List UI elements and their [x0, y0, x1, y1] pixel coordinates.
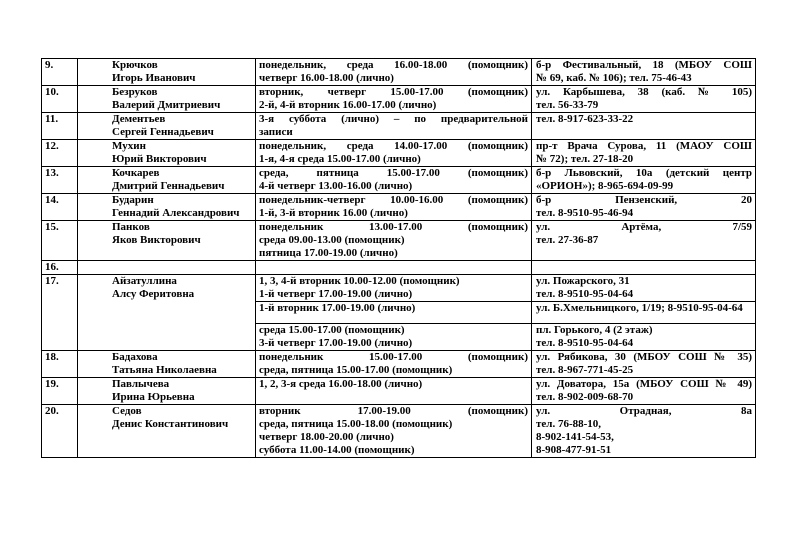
reception-address-line: тел. 8-902-009-68-70: [536, 391, 634, 403]
reception-hours: [256, 261, 532, 275]
reception-hours-line: вторник 17.00-19.00 (помощник): [259, 405, 528, 417]
reception-hours-line: суббота 11.00-14.00 (помощник): [259, 444, 415, 456]
row-number: 11.: [42, 113, 78, 140]
deputy-name-line: Алсу Феритовна: [112, 288, 195, 300]
reception-hours: [256, 221, 532, 261]
reception-hours: [256, 167, 532, 194]
reception-hours-line: среда, пятница 15.00-17.00 (помощник): [259, 364, 453, 376]
reception-address-line: б-р Львовский, 10а (детский центр: [536, 167, 752, 179]
reception-hours-line: среда 09.00-13.00 (помощник): [259, 234, 405, 246]
reception-hours: [256, 302, 532, 324]
deputy-name-line: Денис Константинович: [112, 418, 229, 430]
deputy-name: [78, 59, 256, 86]
table-row: [42, 194, 756, 221]
reception-hours: [256, 140, 532, 167]
row-number: 13.: [42, 167, 78, 194]
reception-address-line: пр-т Врача Сурова, 11 (МАОУ СОШ: [536, 140, 752, 152]
reception-hours-line: понедельник 13.00-17.00 (помощник): [259, 221, 528, 233]
reception-address: [532, 351, 756, 378]
deputies-reception-table: [41, 58, 756, 458]
deputy-name-line: Айзатуллина: [112, 275, 177, 287]
deputy-name-line: Татьяна Николаевна: [112, 364, 217, 376]
reception-address: [532, 140, 756, 167]
reception-address-line: тел. 56-33-79: [536, 99, 599, 111]
deputy-name-line: Геннадий Александрович: [112, 207, 240, 219]
reception-address: [532, 261, 756, 275]
reception-address-line: б-р Фестивальный, 18 (МБОУ СОШ: [536, 59, 752, 71]
reception-address-line: тел. 76-88-10,: [536, 418, 602, 430]
reception-address-line: тел. 8-917-623-33-22: [536, 113, 634, 125]
deputy-name: [78, 405, 256, 458]
deputy-name-line: Панков: [112, 221, 150, 233]
deputy-name: [78, 86, 256, 113]
reception-address: [532, 113, 756, 140]
table-row: [42, 140, 756, 167]
reception-address-line: ул. Доватора, 15а (МБОУ СОШ № 49): [536, 378, 752, 390]
table-row: [42, 59, 756, 86]
reception-address-line: 8-908-477-91-51: [536, 444, 612, 456]
deputy-name: [78, 275, 256, 351]
reception-hours-line: среда, пятница 15.00-17.00 (помощник): [259, 167, 528, 179]
reception-hours-line: понедельник 15.00-17.00 (помощник): [259, 351, 528, 363]
deputy-name-line: Мухин: [112, 140, 146, 152]
reception-address: [532, 324, 756, 351]
table-body: [42, 59, 756, 458]
reception-hours-line: 1, 3, 4-й вторник 10.00-12.00 (помощник): [259, 275, 460, 287]
row-number: 20.: [42, 405, 78, 458]
deputy-name-line: Юрий Викторович: [112, 153, 207, 165]
reception-address-line: ул. Отрадная, 8а: [536, 405, 752, 417]
reception-address-line: тел. 8-9510-95-46-94: [536, 207, 634, 219]
reception-address: [532, 221, 756, 261]
table-row: [42, 405, 756, 458]
document-page: [41, 58, 755, 458]
reception-hours-line: четверг 18.00-20.00 (лично): [259, 431, 394, 443]
deputy-name-line: Бадахова: [112, 351, 158, 363]
reception-address-line: тел. 8-9510-95-04-64: [536, 288, 634, 300]
reception-address-line: ул. Артёма, 7/59: [536, 221, 752, 233]
row-number: 9.: [42, 59, 78, 86]
table-row: [42, 167, 756, 194]
reception-hours-line: 3-й четверг 17.00-19.00 (лично): [259, 337, 413, 349]
reception-address: [532, 275, 756, 302]
reception-hours: [256, 113, 532, 140]
reception-address: [532, 86, 756, 113]
reception-address-line: тел. 8-967-771-45-25: [536, 364, 634, 376]
reception-hours: [256, 405, 532, 458]
reception-hours-line: понедельник, среда 14.00-17.00 (помощник): [259, 140, 528, 152]
reception-hours: [256, 194, 532, 221]
deputy-name-line: Бударин: [112, 194, 154, 206]
row-number: 16.: [42, 261, 78, 275]
reception-address: [532, 302, 756, 324]
reception-address-line: № 69, каб. № 106); тел. 75-46-43: [536, 72, 692, 84]
reception-address: [532, 194, 756, 221]
reception-hours: [256, 351, 532, 378]
row-number: 12.: [42, 140, 78, 167]
deputy-name: [78, 378, 256, 405]
table-row: [42, 221, 756, 261]
table-row: [42, 261, 756, 275]
reception-address-line: б-р Пензенский, 20: [536, 194, 752, 206]
reception-hours-line: записи: [259, 126, 293, 138]
deputy-name-line: Крючков: [112, 59, 158, 71]
reception-address-line: «ОРИОН»); 8-965-694-09-99: [536, 180, 674, 192]
deputy-name-line: Ирина Юрьевна: [112, 391, 195, 403]
row-number: 17.: [42, 275, 78, 351]
deputy-name-line: Павлычева: [112, 378, 170, 390]
reception-hours: [256, 86, 532, 113]
reception-hours-line: 3-я суббота (лично) – по предварительной: [259, 113, 528, 125]
reception-address-line: ул. Б.Хмельницкого, 1/19; 8-9510-95-04-64: [536, 302, 743, 314]
deputy-name: [78, 194, 256, 221]
deputy-name-line: Седов: [112, 405, 142, 417]
row-number: 10.: [42, 86, 78, 113]
reception-address-line: ул. Рябикова, 30 (МБОУ СОШ № 35): [536, 351, 752, 363]
reception-address-line: тел. 8-9510-95-04-64: [536, 337, 634, 349]
reception-hours-line: понедельник-четверг 10.00-16.00 (помощник): [259, 194, 528, 206]
reception-hours-line: вторник, четверг 15.00-17.00 (помощник): [259, 86, 528, 98]
deputy-name-line: Яков Викторович: [112, 234, 201, 246]
table-row: [42, 86, 756, 113]
deputy-name-line: Кочкарев: [112, 167, 160, 179]
reception-address-line: 8-902-141-54-53,: [536, 431, 614, 443]
reception-hours-line: четверг 16.00-18.00 (лично): [259, 72, 394, 84]
reception-address: [532, 405, 756, 458]
table-row: [42, 378, 756, 405]
reception-address: [532, 167, 756, 194]
table-row: [42, 275, 756, 302]
deputy-name-line: Валерий Дмитриевич: [112, 99, 221, 111]
reception-hours-line: среда 15.00-17.00 (помощник): [259, 324, 405, 336]
deputy-name-line: Дементьев: [112, 113, 166, 125]
reception-hours: [256, 59, 532, 86]
reception-hours-line: 4-й четверг 13.00-16.00 (лично): [259, 180, 413, 192]
reception-hours: [256, 324, 532, 351]
reception-hours: [256, 275, 532, 302]
deputy-name-line: Сергей Геннадьевич: [112, 126, 214, 138]
deputy-name: [78, 221, 256, 261]
row-number: 15.: [42, 221, 78, 261]
reception-hours-line: 1-й вторник 17.00-19.00 (лично): [259, 302, 416, 314]
deputy-name-line: Дмитрий Геннадьевич: [112, 180, 225, 192]
reception-address-line: пл. Горького, 4 (2 этаж): [536, 324, 653, 336]
reception-address-line: ул. Карбышева, 38 (каб. № 105): [536, 86, 752, 98]
deputy-name-line: Безруков: [112, 86, 158, 98]
table-row: [42, 113, 756, 140]
reception-hours-line: 1-я, 4-я среда 15.00-17.00 (лично): [259, 153, 421, 165]
reception-hours-line: 2-й, 4-й вторник 16.00-17.00 (лично): [259, 99, 437, 111]
deputy-name: [78, 351, 256, 378]
row-number: 19.: [42, 378, 78, 405]
reception-address: [532, 59, 756, 86]
row-number: 18.: [42, 351, 78, 378]
deputy-name: [78, 140, 256, 167]
reception-hours-line: пятница 17.00-19.00 (лично): [259, 247, 398, 259]
reception-hours-line: 1-й четверг 17.00-19.00 (лично): [259, 288, 413, 300]
reception-hours-line: 1, 2, 3-я среда 16.00-18.00 (лично): [259, 378, 423, 390]
reception-hours-line: понедельник, среда 16.00-18.00 (помощник): [259, 59, 528, 71]
reception-hours-line: 1-й, 3-й вторник 16.00 (лично): [259, 207, 408, 219]
reception-hours-line: среда, пятница 15.00-18.00 (помощник): [259, 418, 453, 430]
deputy-name-line: Игорь Иванович: [112, 72, 196, 84]
row-number: 14.: [42, 194, 78, 221]
deputy-name: [78, 261, 256, 275]
deputy-name: [78, 113, 256, 140]
reception-address: [532, 378, 756, 405]
table-row: [42, 351, 756, 378]
deputy-name: [78, 167, 256, 194]
reception-address-line: № 72); тел. 27-18-20: [536, 153, 634, 165]
reception-address-line: ул. Пожарского, 31: [536, 275, 630, 287]
reception-hours: [256, 378, 532, 405]
reception-address-line: тел. 27-36-87: [536, 234, 599, 246]
